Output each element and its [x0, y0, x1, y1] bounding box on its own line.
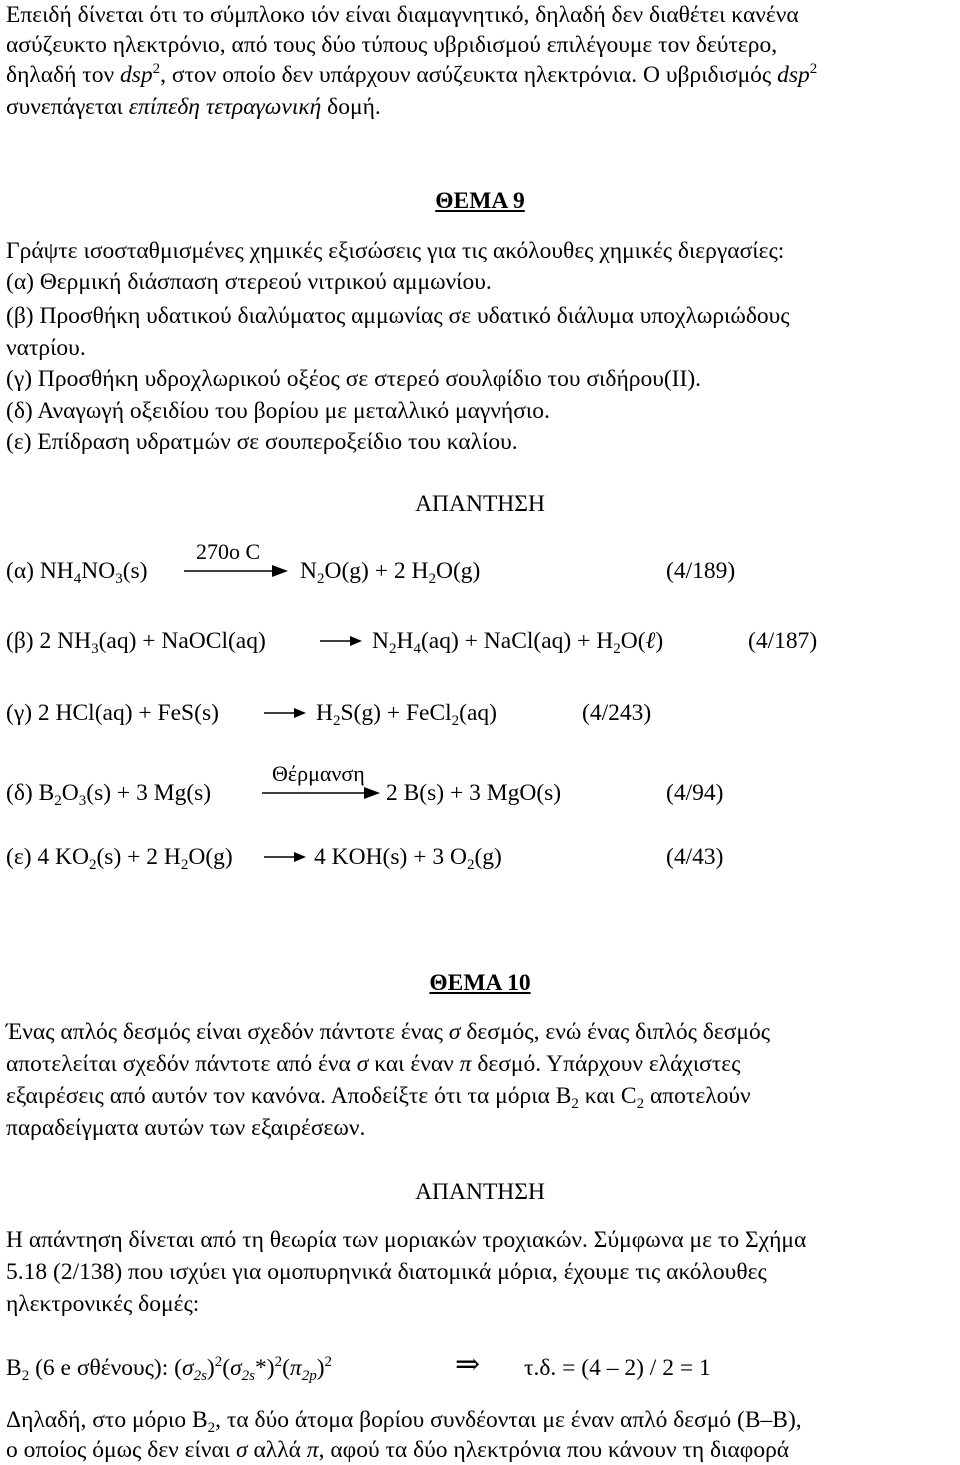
equation-b: (β) 2 $NH_3(aq)$ + NaOCl(aq) [6, 628, 266, 657]
equation-b-reference: (4/187) [748, 628, 818, 654]
equation-a-products: $N_2O(g) + 2$ $H_2O(g)$ [300, 558, 481, 587]
answer-label-9: ΑΠΑΝΤΗΣΗ [415, 491, 545, 517]
question-e: (ε) Επίδραση υδρατμών σε σουπεροξείδιο του καλίου. [6, 429, 518, 455]
equation-e: (ε) 4 $KO_2(s) + 2$ $H_2O(g)$ [6, 844, 233, 873]
equation-d-products: 2 B(s) + 3 MgO(s) [386, 780, 562, 806]
equation-c-reference: (4/243) [582, 700, 652, 726]
question-c: (γ) Προσθήκη υδροχλωρικού οξέος σε στερεό σουλφίδιο του σιδήρου(ΙΙ). [6, 366, 702, 392]
question-d: (δ) Αναγωγή οξειδίου του βορίου με μεταλλικό μαγνήσιο. [6, 398, 550, 424]
intro-line-3: δηλαδή τον dsp$^2$, στον οποίο δεν υπάρχουν ασύζευκτα ηλεκτρόνια. Ο υβριδισμός dsp$^2$ [6, 61, 818, 88]
thema-10-heading: ΘΕΜΑ 10 [429, 970, 531, 996]
answer-10-line-3: ηλεκτρονικές δομές: [6, 1291, 200, 1317]
equation-a-condition: 270ο C [196, 539, 261, 564]
equation-c-products: $H_2S(g)$ + FeCl$_2$(aq) [316, 700, 498, 729]
intro-line-4: συνεπάγεται επίπεδη τετραγωνική δομή. [6, 94, 381, 120]
equation-e-products: 4 KOH(s) + 3 $O_2(g)$ [314, 844, 502, 873]
answer-10-line-2: 5.18 (2/138) που ισχύει για ομοπυρηνικά διατομικά μόρια, έχουμε τις ακόλουθες [6, 1259, 767, 1285]
equation-d-reference: (4/94) [666, 780, 724, 806]
bond-order: τ.δ. = (4 – 2) / 2 = 1 [524, 1355, 711, 1381]
equation-d: (δ) $B_2O_3(s) + 3$ Mg(s) [6, 780, 212, 809]
thema-10-line-3: εξαιρέσεις από αυτόν τον κανόνα. Αποδείξτε ότι τα μόρια $B_2$ και $C_2$ αποτελούν [6, 1083, 751, 1112]
implies-symbol: ⇒ [455, 1348, 481, 1381]
intro-line-2: ασύζευκτο ηλεκτρόνιο, από τους δύο τύπους υβριδισμού επιλέγουμε τον δεύτερο, [6, 32, 778, 58]
equation-a-reference: (4/189) [666, 558, 736, 584]
thema-9-heading: ΘΕΜΑ 9 [435, 188, 525, 214]
question-b-line-2: νατρίου. [6, 335, 86, 361]
equation-d-arrow [262, 786, 380, 800]
question-a: (α) Θερμική διάσπαση στερεού νιτρικού αμμωνίου. [6, 269, 492, 295]
equation-e-reference: (4/43) [666, 844, 724, 870]
conclusion-line-2: ο οποίος όμως δεν είναι σ αλλά π, αφού τα δύο ηλεκτρόνια που κάνουν τη διαφορά [6, 1437, 790, 1463]
equation-b-products: $N_2H_4(aq)$ + NaCl(aq) + $H_2O(\ell)$ [372, 628, 664, 657]
equation-e-arrow [262, 850, 308, 864]
answer-10-line-1: Η απάντηση δίνεται από τη θεωρία των μοριακών τροχιακών. Σύμφωνα με το Σχήμα [6, 1227, 807, 1253]
conclusion-line-1: Δηλαδή, στο μόριο $B_2$, τα δύο άτομα βορίου συνδέονται με έναν απλό δεσμό (B–B), [6, 1407, 802, 1436]
equation-b-arrow [318, 634, 364, 648]
thema-9-question-intro: Γράψτε ισοσταθμισμένες χημικές εξισώσεις για τις ακόλουθες χημικές διεργασίες: [6, 238, 785, 264]
answer-label-10: ΑΠΑΝΤΗΣΗ [415, 1179, 545, 1205]
question-b-line-1: (β) Προσθήκη υδατικού διαλύματος αμμωνίας σε υδατικό διάλυμα υποχλωριώδους [6, 303, 790, 329]
intro-line-1: Επειδή δίνεται ότι το σύμπλοκο ιόν είναι διαμαγνητικό, δηλαδή δεν διαθέτει κανένα [6, 2, 799, 28]
b2-electron-configuration: $B_2$ (6 e σθένους): $(\sigma_{2s})^2(\sigma_{2s}*)^2(\pi_{2p})^2$ [6, 1354, 333, 1384]
equation-a-arrow [184, 564, 288, 578]
equation-c-arrow [262, 706, 308, 720]
thema-10-line-1: Ένας απλός δεσμός είναι σχεδόν πάντοτε ένας σ δεσμός, ενώ ένας διπλός δεσμός [6, 1019, 771, 1045]
thema-10-line-2: αποτελείται σχεδόν πάντοτε από ένα σ και έναν π δεσμό. Υπάρχουν ελάχιστες [6, 1051, 741, 1077]
thema-10-line-4: παραδείγματα αυτών των εξαιρέσεων. [6, 1115, 366, 1141]
equation-a-reactants: (α) $NH_4NO_3(s)$ [6, 558, 148, 587]
equation-c: (γ) 2 HCl(aq) + FeS(s) [6, 700, 219, 726]
equation-d-condition: Θέρμανση [272, 761, 365, 786]
